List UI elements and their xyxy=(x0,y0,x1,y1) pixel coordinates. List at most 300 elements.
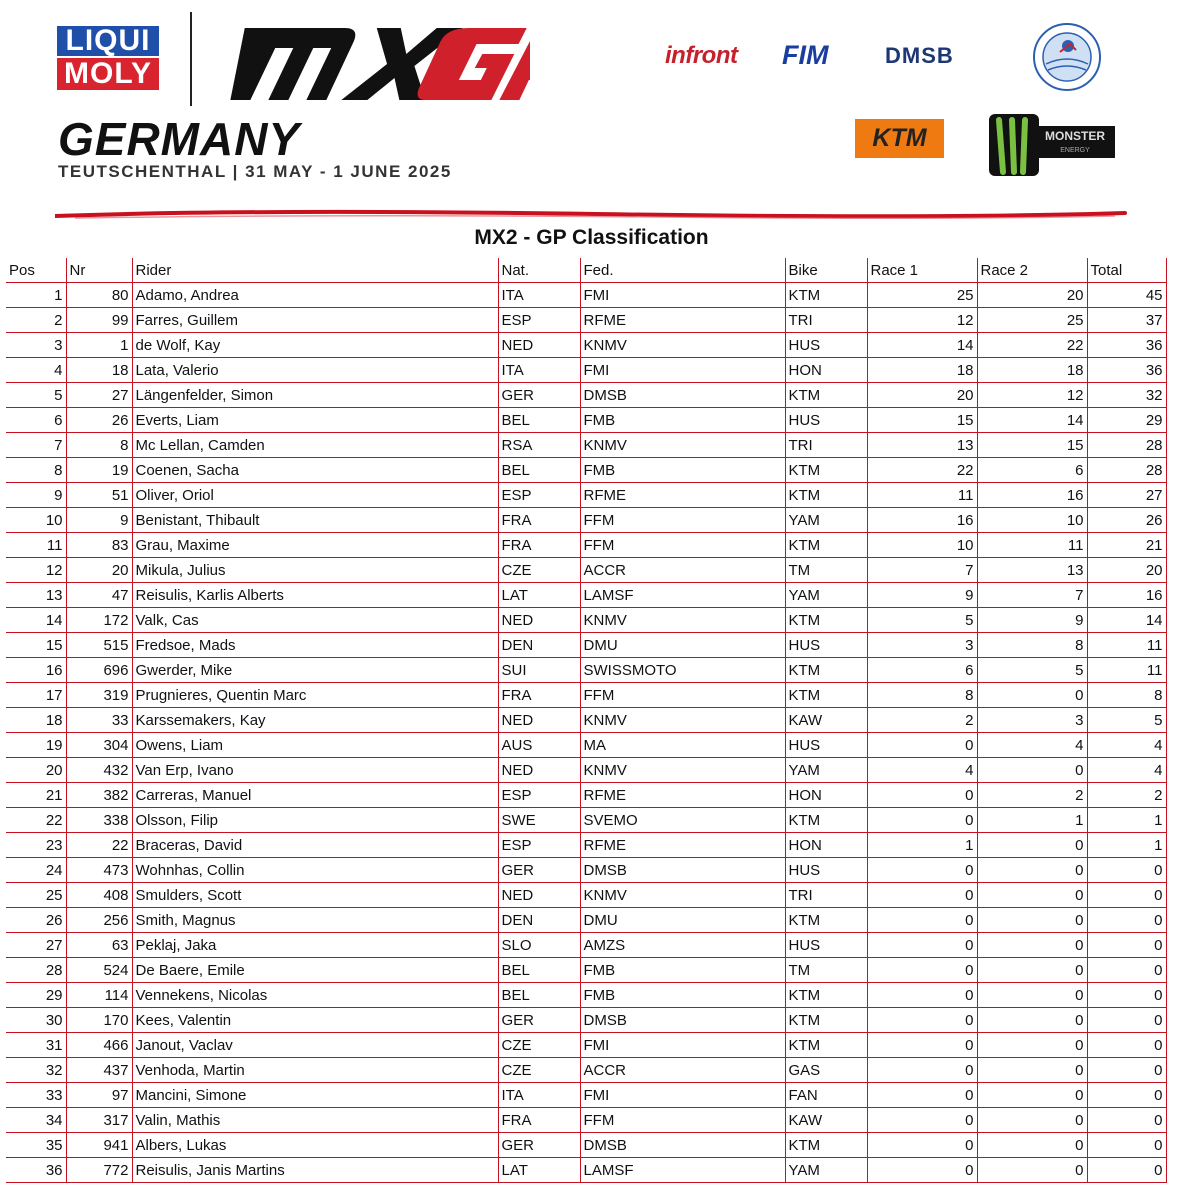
cell-fed: ACCR xyxy=(580,558,785,583)
svg-text:ENERGY: ENERGY xyxy=(1060,147,1090,154)
cell-fed: KNMV xyxy=(580,333,785,358)
cell-nr: 408 xyxy=(66,883,132,908)
cell-race1: 0 xyxy=(867,1108,977,1133)
ktm-logo: KTM xyxy=(855,119,944,158)
cell-nr: 338 xyxy=(66,808,132,833)
col-header-race1: Race 1 xyxy=(867,258,977,283)
cell-rider: de Wolf, Kay xyxy=(132,333,498,358)
cell-nr: 22 xyxy=(66,833,132,858)
cell-race1: 0 xyxy=(867,908,977,933)
cell-nr: 19 xyxy=(66,458,132,483)
cell-fed: SVEMO xyxy=(580,808,785,833)
table-row xyxy=(6,783,1166,808)
cell-rider: Lata, Valerio xyxy=(132,358,498,383)
cell-nat: RSA xyxy=(498,433,580,458)
cell-pos: 13 xyxy=(6,583,66,608)
cell-nat: CZE xyxy=(498,1033,580,1058)
cell-nr: 114 xyxy=(66,983,132,1008)
cell-total: 2 xyxy=(1087,783,1166,808)
cell-fed: FFM xyxy=(580,533,785,558)
cell-race2: 3 xyxy=(977,708,1087,733)
table-row xyxy=(6,458,1166,483)
cell-bike: HUS xyxy=(785,733,867,758)
cell-total: 11 xyxy=(1087,658,1166,683)
table-row xyxy=(6,883,1166,908)
cell-bike: KTM xyxy=(785,1033,867,1058)
cell-total: 26 xyxy=(1087,508,1166,533)
cell-nat: CZE xyxy=(498,1058,580,1083)
cell-fed: RFME xyxy=(580,833,785,858)
cell-pos: 17 xyxy=(6,683,66,708)
cell-bike: HON xyxy=(785,783,867,808)
cell-rider: Oliver, Oriol xyxy=(132,483,498,508)
cell-nr: 27 xyxy=(66,383,132,408)
cell-race1: 9 xyxy=(867,583,977,608)
cell-pos: 23 xyxy=(6,833,66,858)
cell-rider: Gwerder, Mike xyxy=(132,658,498,683)
cell-rider: Venhoda, Martin xyxy=(132,1058,498,1083)
cell-race1: 0 xyxy=(867,883,977,908)
cell-nr: 26 xyxy=(66,408,132,433)
cell-pos: 32 xyxy=(6,1058,66,1083)
cell-race1: 13 xyxy=(867,433,977,458)
cell-bike: KTM xyxy=(785,683,867,708)
cell-race1: 22 xyxy=(867,458,977,483)
cell-pos: 26 xyxy=(6,908,66,933)
cell-nr: 33 xyxy=(66,708,132,733)
cell-rider: Fredsoe, Mads xyxy=(132,633,498,658)
cell-nat: NED xyxy=(498,758,580,783)
cell-race1: 0 xyxy=(867,1033,977,1058)
cell-rider: Vennekens, Nicolas xyxy=(132,983,498,1008)
cell-rider: Valk, Cas xyxy=(132,608,498,633)
cell-pos: 16 xyxy=(6,658,66,683)
col-header-nat: Nat. xyxy=(498,258,580,283)
cell-fed: FMB xyxy=(580,458,785,483)
cell-nr: 772 xyxy=(66,1158,132,1183)
cell-pos: 7 xyxy=(6,433,66,458)
col-header-nr: Nr xyxy=(66,258,132,283)
cell-pos: 2 xyxy=(6,308,66,333)
table-row xyxy=(6,1033,1166,1058)
svg-text:MONSTER: MONSTER xyxy=(1045,129,1105,143)
cell-fed: FFM xyxy=(580,508,785,533)
cell-bike: HUS xyxy=(785,408,867,433)
cell-fed: KNMV xyxy=(580,608,785,633)
cell-race2: 10 xyxy=(977,508,1087,533)
cell-nat: AUS xyxy=(498,733,580,758)
table-row xyxy=(6,833,1166,858)
cell-nat: NED xyxy=(498,708,580,733)
cell-bike: KTM xyxy=(785,983,867,1008)
cell-fed: MA xyxy=(580,733,785,758)
cell-bike: KAW xyxy=(785,1108,867,1133)
cell-nat: BEL xyxy=(498,458,580,483)
liqui-logo-top: LIQUI xyxy=(57,26,159,56)
cell-bike: FAN xyxy=(785,1083,867,1108)
cell-race1: 12 xyxy=(867,308,977,333)
cell-race2: 0 xyxy=(977,933,1087,958)
cell-total: 0 xyxy=(1087,958,1166,983)
cell-pos: 35 xyxy=(6,1133,66,1158)
cell-pos: 31 xyxy=(6,1033,66,1058)
cell-nat: ITA xyxy=(498,283,580,308)
cell-total: 0 xyxy=(1087,1108,1166,1133)
cell-race1: 0 xyxy=(867,983,977,1008)
cell-total: 20 xyxy=(1087,558,1166,583)
cell-nr: 63 xyxy=(66,933,132,958)
cell-pos: 9 xyxy=(6,483,66,508)
cell-total: 1 xyxy=(1087,808,1166,833)
cell-nat: ESP xyxy=(498,783,580,808)
cell-pos: 19 xyxy=(6,733,66,758)
cell-rider: Mikula, Julius xyxy=(132,558,498,583)
cell-nr: 80 xyxy=(66,283,132,308)
cell-pos: 6 xyxy=(6,408,66,433)
document-title: MX2 - GP Classification xyxy=(474,226,709,249)
cell-fed: DMU xyxy=(580,908,785,933)
cell-rider: Karssemakers, Kay xyxy=(132,708,498,733)
cell-rider: Benistant, Thibault xyxy=(132,508,498,533)
cell-nat: SWE xyxy=(498,808,580,833)
cell-nat: DEN xyxy=(498,633,580,658)
cell-race2: 8 xyxy=(977,633,1087,658)
cell-race2: 0 xyxy=(977,1008,1087,1033)
cell-fed: RFME xyxy=(580,783,785,808)
cell-pos: 8 xyxy=(6,458,66,483)
cell-bike: KTM xyxy=(785,458,867,483)
cell-race2: 22 xyxy=(977,333,1087,358)
cell-nat: ESP xyxy=(498,308,580,333)
col-header-rider: Rider xyxy=(132,258,498,283)
cell-rider: Braceras, David xyxy=(132,833,498,858)
cell-bike: YAM xyxy=(785,508,867,533)
infront-logo: infront xyxy=(665,42,738,69)
cell-bike: KAW xyxy=(785,708,867,733)
cell-total: 11 xyxy=(1087,633,1166,658)
cell-bike: KTM xyxy=(785,283,867,308)
cell-rider: Van Erp, Ivano xyxy=(132,758,498,783)
cell-nr: 99 xyxy=(66,308,132,333)
cell-pos: 3 xyxy=(6,333,66,358)
cell-race1: 15 xyxy=(867,408,977,433)
cell-race1: 0 xyxy=(867,958,977,983)
cell-total: 0 xyxy=(1087,1133,1166,1158)
cell-bike: KTM xyxy=(785,658,867,683)
cell-nat: LAT xyxy=(498,1158,580,1183)
liqui-logo-bottom: MOLY xyxy=(57,58,159,90)
table-row xyxy=(6,1108,1166,1133)
table-row xyxy=(6,808,1166,833)
table-header-row xyxy=(6,258,1166,283)
cell-nr: 319 xyxy=(66,683,132,708)
cell-rider: Smith, Magnus xyxy=(132,908,498,933)
cell-bike: HUS xyxy=(785,333,867,358)
cell-race2: 0 xyxy=(977,858,1087,883)
cell-bike: HON xyxy=(785,833,867,858)
table-row xyxy=(6,308,1166,333)
table-row xyxy=(6,708,1166,733)
cell-race2: 13 xyxy=(977,558,1087,583)
cell-race1: 0 xyxy=(867,808,977,833)
cell-rider: Prugnieres, Quentin Marc xyxy=(132,683,498,708)
cell-pos: 18 xyxy=(6,708,66,733)
cell-race2: 0 xyxy=(977,1158,1087,1183)
cell-bike: KTM xyxy=(785,1008,867,1033)
cell-race2: 0 xyxy=(977,1108,1087,1133)
cell-total: 0 xyxy=(1087,933,1166,958)
cell-race2: 14 xyxy=(977,408,1087,433)
cell-bike: TM xyxy=(785,958,867,983)
cell-nr: 473 xyxy=(66,858,132,883)
cell-race2: 0 xyxy=(977,1133,1087,1158)
cell-nat: FRA xyxy=(498,1108,580,1133)
header-red-stripe xyxy=(55,205,1127,225)
cell-fed: DMSB xyxy=(580,1008,785,1033)
cell-fed: FMB xyxy=(580,958,785,983)
cell-fed: DMSB xyxy=(580,858,785,883)
cell-race1: 0 xyxy=(867,1008,977,1033)
col-header-total: Total xyxy=(1087,258,1166,283)
cell-nr: 97 xyxy=(66,1083,132,1108)
cell-rider: Janout, Vaclav xyxy=(132,1033,498,1058)
cell-bike: KTM xyxy=(785,608,867,633)
cell-nat: GER xyxy=(498,383,580,408)
cell-fed: LAMSF xyxy=(580,1158,785,1183)
table-row xyxy=(6,508,1166,533)
cell-fed: LAMSF xyxy=(580,583,785,608)
cell-rider: Everts, Liam xyxy=(132,408,498,433)
cell-pos: 34 xyxy=(6,1108,66,1133)
cell-bike: KTM xyxy=(785,533,867,558)
cell-pos: 27 xyxy=(6,933,66,958)
cell-rider: Adamo, Andrea xyxy=(132,283,498,308)
table-row xyxy=(6,383,1166,408)
table-row xyxy=(6,358,1166,383)
cell-race2: 9 xyxy=(977,608,1087,633)
fim-logo: FIM xyxy=(782,40,829,70)
cell-race1: 6 xyxy=(867,658,977,683)
cell-nat: ITA xyxy=(498,1083,580,1108)
cell-nat: ESP xyxy=(498,833,580,858)
cell-rider: De Baere, Emile xyxy=(132,958,498,983)
cell-nat: BEL xyxy=(498,983,580,1008)
col-header-race2: Race 2 xyxy=(977,258,1087,283)
table-row xyxy=(6,483,1166,508)
cell-nr: 172 xyxy=(66,608,132,633)
cell-pos: 5 xyxy=(6,383,66,408)
cell-race1: 1 xyxy=(867,833,977,858)
cell-pos: 15 xyxy=(6,633,66,658)
cell-fed: FFM xyxy=(580,683,785,708)
cell-bike: KTM xyxy=(785,808,867,833)
cell-pos: 24 xyxy=(6,858,66,883)
cell-nr: 47 xyxy=(66,583,132,608)
cell-rider: Reisulis, Janis Martins xyxy=(132,1158,498,1183)
table-row xyxy=(6,658,1166,683)
cell-race2: 25 xyxy=(977,308,1087,333)
cell-total: 0 xyxy=(1087,883,1166,908)
cell-total: 36 xyxy=(1087,333,1166,358)
cell-total: 1 xyxy=(1087,833,1166,858)
cell-fed: KNMV xyxy=(580,758,785,783)
cell-total: 4 xyxy=(1087,733,1166,758)
col-header-pos: Pos xyxy=(6,258,66,283)
cell-race1: 0 xyxy=(867,783,977,808)
table-row xyxy=(6,558,1166,583)
cell-pos: 20 xyxy=(6,758,66,783)
cell-fed: RFME xyxy=(580,483,785,508)
results-body xyxy=(6,283,1166,1183)
cell-nr: 8 xyxy=(66,433,132,458)
cell-total: 16 xyxy=(1087,583,1166,608)
cell-fed: ACCR xyxy=(580,1058,785,1083)
cell-race1: 0 xyxy=(867,1133,977,1158)
cell-nat: GER xyxy=(498,1133,580,1158)
cell-nr: 51 xyxy=(66,483,132,508)
table-row xyxy=(6,333,1166,358)
header-divider xyxy=(190,12,192,106)
cell-race2: 0 xyxy=(977,1058,1087,1083)
cell-nat: GER xyxy=(498,858,580,883)
cell-nr: 696 xyxy=(66,658,132,683)
cell-bike: HON xyxy=(785,358,867,383)
cell-nr: 83 xyxy=(66,533,132,558)
cell-pos: 36 xyxy=(6,1158,66,1183)
cell-fed: DMSB xyxy=(580,1133,785,1158)
cell-nat: SLO xyxy=(498,933,580,958)
cell-fed: FMI xyxy=(580,358,785,383)
cell-rider: Farres, Guillem xyxy=(132,308,498,333)
table-row xyxy=(6,858,1166,883)
cell-total: 28 xyxy=(1087,458,1166,483)
cell-pos: 11 xyxy=(6,533,66,558)
cell-race1: 0 xyxy=(867,1058,977,1083)
cell-total: 36 xyxy=(1087,358,1166,383)
cell-total: 37 xyxy=(1087,308,1166,333)
table-row xyxy=(6,633,1166,658)
cell-race2: 6 xyxy=(977,458,1087,483)
cell-rider: Längenfelder, Simon xyxy=(132,383,498,408)
cell-rider: Reisulis, Karlis Alberts xyxy=(132,583,498,608)
cell-nat: BEL xyxy=(498,408,580,433)
cell-fed: SWISSMOTO xyxy=(580,658,785,683)
cell-race1: 14 xyxy=(867,333,977,358)
table-row xyxy=(6,1008,1166,1033)
cell-race2: 0 xyxy=(977,758,1087,783)
table-row xyxy=(6,1083,1166,1108)
cell-race1: 25 xyxy=(867,283,977,308)
cell-fed: KNMV xyxy=(580,433,785,458)
cell-fed: KNMV xyxy=(580,708,785,733)
cell-nat: GER xyxy=(498,1008,580,1033)
table-row xyxy=(6,958,1166,983)
cell-pos: 14 xyxy=(6,608,66,633)
cell-pos: 12 xyxy=(6,558,66,583)
cell-pos: 33 xyxy=(6,1083,66,1108)
cell-nat: LAT xyxy=(498,583,580,608)
table-row xyxy=(6,1158,1166,1183)
table-row xyxy=(6,283,1166,308)
cell-bike: TM xyxy=(785,558,867,583)
event-country: GERMANY xyxy=(58,113,301,165)
cell-nr: 524 xyxy=(66,958,132,983)
event-subtitle: TEUTSCHENTHAL | 31 MAY - 1 JUNE 2025 xyxy=(58,162,452,181)
cell-nat: CZE xyxy=(498,558,580,583)
cell-nat: NED xyxy=(498,333,580,358)
dmsb-logo: DMSB xyxy=(885,43,954,68)
cell-rider: Olsson, Filip xyxy=(132,808,498,833)
cell-total: 27 xyxy=(1087,483,1166,508)
cell-nat: SUI xyxy=(498,658,580,683)
cell-fed: AMZS xyxy=(580,933,785,958)
cell-race2: 20 xyxy=(977,283,1087,308)
cell-nr: 256 xyxy=(66,908,132,933)
table-row xyxy=(6,1058,1166,1083)
cell-fed: FMB xyxy=(580,983,785,1008)
cell-total: 0 xyxy=(1087,1008,1166,1033)
cell-nr: 317 xyxy=(66,1108,132,1133)
cell-race1: 2 xyxy=(867,708,977,733)
cell-bike: KTM xyxy=(785,1133,867,1158)
table-row xyxy=(6,733,1166,758)
cell-bike: TRI xyxy=(785,308,867,333)
cell-fed: DMU xyxy=(580,633,785,658)
cell-race1: 7 xyxy=(867,558,977,583)
cell-nr: 9 xyxy=(66,508,132,533)
cell-race2: 0 xyxy=(977,983,1087,1008)
cell-nr: 466 xyxy=(66,1033,132,1058)
cell-race2: 5 xyxy=(977,658,1087,683)
cell-fed: FMI xyxy=(580,283,785,308)
cell-race2: 1 xyxy=(977,808,1087,833)
cell-race1: 0 xyxy=(867,858,977,883)
cell-bike: HUS xyxy=(785,933,867,958)
cell-nr: 437 xyxy=(66,1058,132,1083)
cell-race1: 10 xyxy=(867,533,977,558)
table-row xyxy=(6,408,1166,433)
cell-race1: 0 xyxy=(867,933,977,958)
cell-fed: KNMV xyxy=(580,883,785,908)
cell-rider: Grau, Maxime xyxy=(132,533,498,558)
table-row xyxy=(6,758,1166,783)
cell-nat: BEL xyxy=(498,958,580,983)
cell-race1: 3 xyxy=(867,633,977,658)
cell-pos: 1 xyxy=(6,283,66,308)
cell-bike: HUS xyxy=(785,633,867,658)
cell-bike: TRI xyxy=(785,433,867,458)
cell-bike: KTM xyxy=(785,383,867,408)
cell-pos: 25 xyxy=(6,883,66,908)
cell-rider: Smulders, Scott xyxy=(132,883,498,908)
cell-nat: ITA xyxy=(498,358,580,383)
cell-race1: 20 xyxy=(867,383,977,408)
cell-race2: 0 xyxy=(977,683,1087,708)
cell-nr: 1 xyxy=(66,333,132,358)
cell-nat: FRA xyxy=(498,533,580,558)
cell-total: 45 xyxy=(1087,283,1166,308)
table-row xyxy=(6,433,1166,458)
cell-nr: 941 xyxy=(66,1133,132,1158)
cell-rider: Kees, Valentin xyxy=(132,1008,498,1033)
cell-nat: FRA xyxy=(498,508,580,533)
cell-rider: Wohnhas, Collin xyxy=(132,858,498,883)
cell-nr: 382 xyxy=(66,783,132,808)
cell-race2: 4 xyxy=(977,733,1087,758)
cell-fed: FMB xyxy=(580,408,785,433)
table-row xyxy=(6,983,1166,1008)
cell-pos: 28 xyxy=(6,958,66,983)
